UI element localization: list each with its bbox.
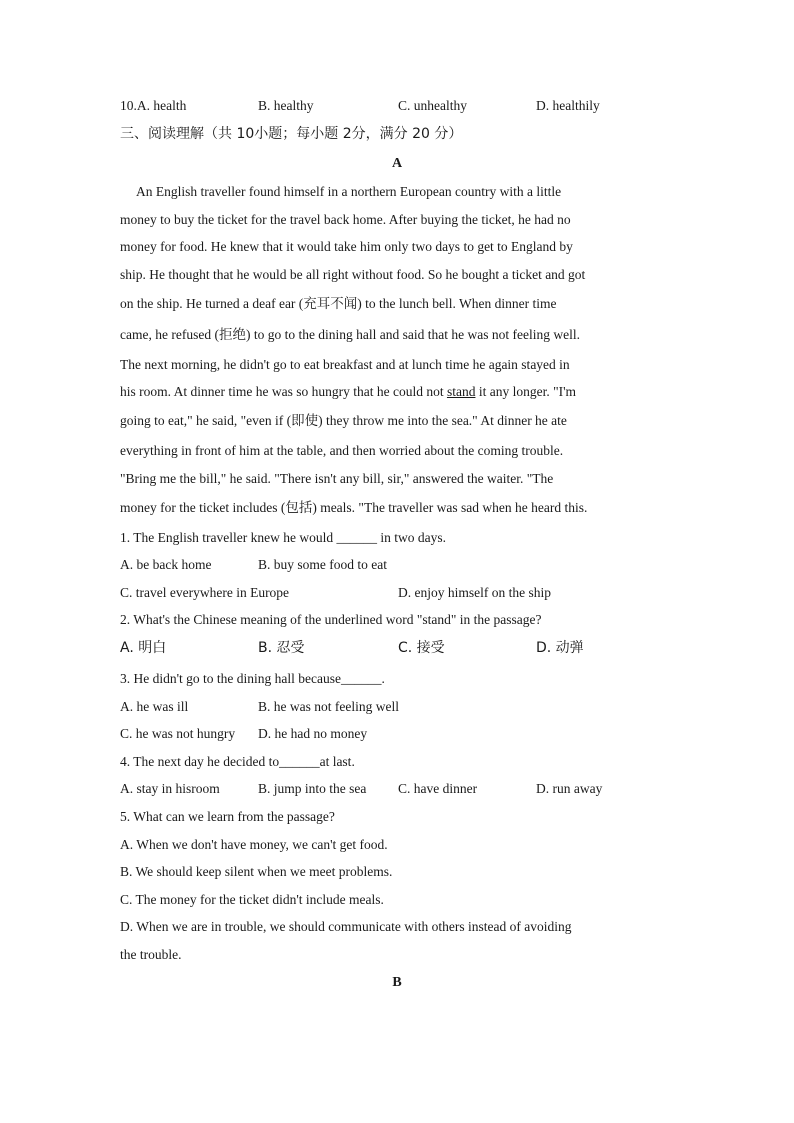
option-d: D. 动弹 [536, 640, 584, 656]
passage-line: on the ship. He turned a deaf ear (充耳不闻) to the lunch bell. When dinner time [120, 296, 557, 311]
option-c: C. The money for the ticket didn't include meals. [120, 892, 384, 907]
passage-line: "Bring me the bill," he said. "There isn't any bill, sir," answered the waiter. "The [120, 471, 554, 486]
option-d: D. he had no money [258, 726, 368, 741]
option-b: B. 忍受 [258, 640, 305, 656]
question-stem: 2. What's the Chinese meaning of the underlined word "stand" in the passage? [120, 612, 542, 627]
question-stem: 3. He didn't go to the dining hall because______. [120, 671, 385, 686]
option-d-continued: the trouble. [120, 947, 182, 962]
underlined-word-stand: stand [446, 384, 476, 399]
option-a: A. he was ill [120, 699, 189, 714]
option-d: D. When we are in trouble, we should communicate with others instead of avoiding [120, 919, 572, 934]
option-c: C. 接受 [398, 640, 445, 656]
passage-line: money to buy the ticket for the travel back home. After buying the ticket, he had no [120, 212, 571, 227]
option-b: B. We should keep silent when we meet problems. [120, 864, 393, 879]
option-c: C. he was not hungry [120, 726, 236, 741]
option-a: A. stay in hisroom [120, 781, 220, 796]
passage-line-with-underline [120, 382, 576, 402]
passage-line: An English traveller found himself in a northern European country with a little [136, 184, 562, 199]
option-a: A. 明白 [120, 640, 167, 656]
passage-text: his room. At dinner time he was so hungry that he could not [120, 384, 447, 399]
question-stem: 1. The English traveller knew he would ______ in two days. [120, 530, 446, 545]
option-a: A. When we don't have money, we can't get food. [120, 837, 388, 852]
option-b: B. buy some food to eat [258, 557, 387, 572]
passage-line: The next morning, he didn't go to eat breakfast and at lunch time he again stayed in [120, 357, 570, 372]
question-stem: 4. The next day he decided to______at last. [120, 754, 355, 769]
option-b: B. jump into the sea [258, 781, 367, 796]
question-stem: 5. What can we learn from the passage? [120, 809, 335, 824]
passage-line: came, he refused (拒绝) to go to the dining hall and said that he was not feeling well. [120, 327, 580, 342]
passage-line: everything in front of him at the table, and then worried about the coming trouble. [120, 443, 564, 458]
option-c: C. have dinner [398, 781, 478, 796]
passage-line: ship. He thought that he would be all right without food. So he bought a ticket and got [120, 267, 586, 282]
passage-text: it any longer. "I'm [475, 384, 577, 399]
option-d: D. run away [536, 781, 603, 796]
option-a: A. be back home [120, 557, 212, 572]
passage-line: money for the ticket includes (包括) meals. "The traveller was sad when he heard this. [120, 500, 588, 515]
option-d: D. enjoy himself on the ship [398, 585, 551, 600]
q10-option-d: D. healthily [536, 98, 600, 113]
passage-b-title: B [392, 975, 402, 990]
q10-option-c: C. unhealthy [398, 98, 467, 113]
passage-a-title: A [391, 156, 403, 171]
option-c: C. travel everywhere in Europe [120, 585, 290, 600]
passage-line: money for food. He knew that it would take him only two days to get to England by [120, 239, 573, 254]
passage-line: going to eat," he said, "even if (即使) they throw me into the sea." At dinner he ate [120, 413, 567, 428]
section-heading: 三、阅读理解（共 10小题；每小题 2分，满分 20 分） [120, 126, 463, 142]
q10-option-a: 10.A. health [120, 98, 187, 113]
option-b: B. he was not feeling well [258, 699, 399, 714]
q10-option-b: B. healthy [258, 98, 314, 113]
